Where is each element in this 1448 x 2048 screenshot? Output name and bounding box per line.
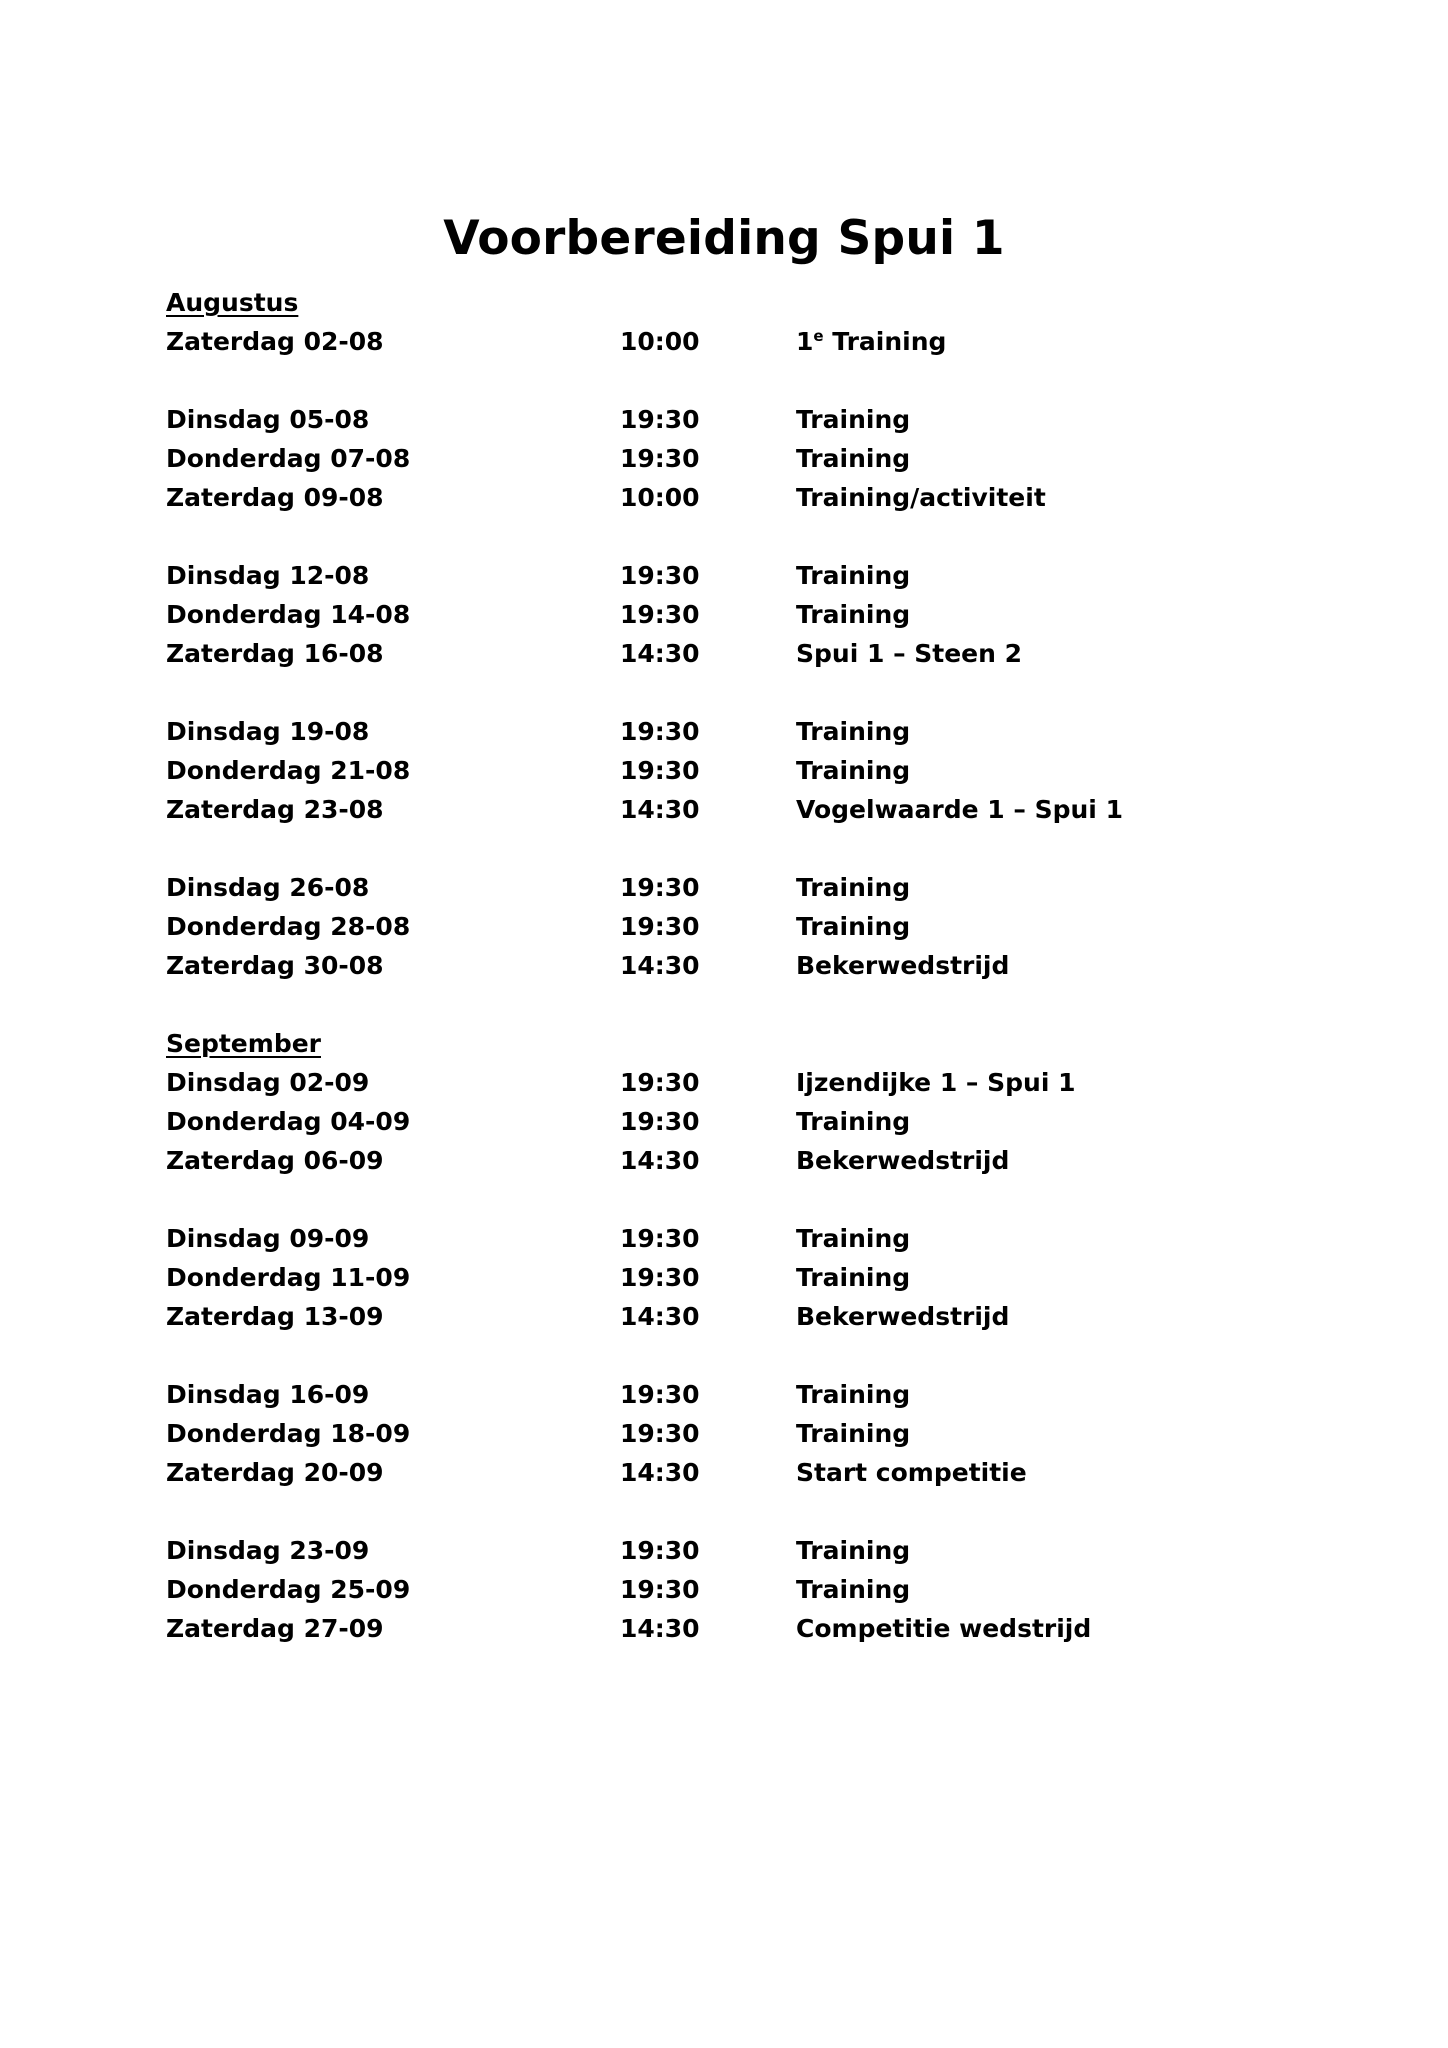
time: 14:30 xyxy=(620,1458,700,1487)
time: 14:30 xyxy=(620,639,700,668)
event: Competitie wedstrijd xyxy=(796,1614,1092,1643)
event: Training xyxy=(796,405,911,434)
schedule-row xyxy=(166,790,1316,829)
day-date: Zaterdag 20-09 xyxy=(166,1458,384,1487)
event: Training xyxy=(796,717,911,746)
time: 19:30 xyxy=(620,600,700,629)
day-date: Zaterdag 23-08 xyxy=(166,795,384,824)
schedule-row xyxy=(166,1219,1316,1258)
time: 19:30 xyxy=(620,1380,700,1409)
day-date: Donderdag 25-09 xyxy=(166,1575,411,1604)
schedule xyxy=(166,283,1316,1648)
spacer xyxy=(166,673,1316,712)
day-date: Dinsdag 02-09 xyxy=(166,1068,370,1097)
day-date: Dinsdag 09-09 xyxy=(166,1224,370,1253)
event: Training xyxy=(796,1263,911,1292)
schedule-row xyxy=(166,439,1316,478)
schedule-row xyxy=(166,478,1316,517)
event: Ijzendijke 1 – Spui 1 xyxy=(796,1068,1076,1097)
schedule-row xyxy=(166,322,1316,361)
event: Spui 1 – Steen 2 xyxy=(796,639,1023,668)
time: 14:30 xyxy=(620,951,700,980)
schedule-row xyxy=(166,1375,1316,1414)
event: Bekerwedstrijd xyxy=(796,1302,1010,1331)
time: 14:30 xyxy=(620,1146,700,1175)
day-date: Dinsdag 12-08 xyxy=(166,561,370,590)
month-heading: Augustus xyxy=(166,288,299,317)
time: 19:30 xyxy=(620,561,700,590)
day-date: Zaterdag 06-09 xyxy=(166,1146,384,1175)
time: 19:30 xyxy=(620,1536,700,1565)
schedule-row xyxy=(166,1297,1316,1336)
day-date: Zaterdag 16-08 xyxy=(166,639,384,668)
day-date: Donderdag 18-09 xyxy=(166,1419,411,1448)
time: 19:30 xyxy=(620,1224,700,1253)
time: 10:00 xyxy=(620,327,700,356)
time: 19:30 xyxy=(620,873,700,902)
schedule-row xyxy=(166,595,1316,634)
schedule-row xyxy=(166,1102,1316,1141)
schedule-row xyxy=(166,556,1316,595)
time: 19:30 xyxy=(620,1068,700,1097)
day-date: Dinsdag 16-09 xyxy=(166,1380,370,1409)
day-date: Donderdag 14-08 xyxy=(166,600,411,629)
day-date: Donderdag 21-08 xyxy=(166,756,411,785)
event: Bekerwedstrijd xyxy=(796,951,1010,980)
month-heading: September xyxy=(166,1029,321,1058)
event: Bekerwedstrijd xyxy=(796,1146,1010,1175)
time: 19:30 xyxy=(620,912,700,941)
day-date: Dinsdag 19-08 xyxy=(166,717,370,746)
event-label: Training xyxy=(823,327,947,356)
time: 19:30 xyxy=(620,405,700,434)
day-date: Dinsdag 26-08 xyxy=(166,873,370,902)
event: Training xyxy=(796,912,911,941)
day-date: Zaterdag 30-08 xyxy=(166,951,384,980)
time: 19:30 xyxy=(620,1419,700,1448)
time: 19:30 xyxy=(620,717,700,746)
day-date: Dinsdag 23-09 xyxy=(166,1536,370,1565)
spacer xyxy=(166,361,1316,400)
schedule-row xyxy=(166,907,1316,946)
spacer xyxy=(166,517,1316,556)
spacer xyxy=(166,985,1316,1024)
schedule-row xyxy=(166,1414,1316,1453)
month-row xyxy=(166,1024,1316,1063)
schedule-row xyxy=(166,946,1316,985)
event: Vogelwaarde 1 – Spui 1 xyxy=(796,795,1123,824)
time: 19:30 xyxy=(620,756,700,785)
schedule-row xyxy=(166,1570,1316,1609)
schedule-row xyxy=(166,712,1316,751)
time: 10:00 xyxy=(620,483,700,512)
event: Training xyxy=(796,873,911,902)
schedule-row xyxy=(166,1258,1316,1297)
event: Training xyxy=(796,600,911,629)
event: Training xyxy=(796,1419,911,1448)
event: Training xyxy=(796,1380,911,1409)
event: Training xyxy=(796,1575,911,1604)
schedule-row xyxy=(166,751,1316,790)
event xyxy=(796,322,946,361)
spacer xyxy=(166,1180,1316,1219)
spacer xyxy=(166,1492,1316,1531)
month-row xyxy=(166,283,1316,322)
time: 19:30 xyxy=(620,1575,700,1604)
schedule-row xyxy=(166,1609,1316,1648)
time: 19:30 xyxy=(620,1107,700,1136)
schedule-row xyxy=(166,1531,1316,1570)
day-date: Zaterdag 13-09 xyxy=(166,1302,384,1331)
schedule-row xyxy=(166,1141,1316,1180)
day-date: Zaterdag 09-08 xyxy=(166,483,384,512)
day-date: Donderdag 04-09 xyxy=(166,1107,411,1136)
spacer xyxy=(166,1336,1316,1375)
schedule-row xyxy=(166,1453,1316,1492)
day-date: Zaterdag 02-08 xyxy=(166,327,384,356)
day-date: Donderdag 07-08 xyxy=(166,444,411,473)
time: 14:30 xyxy=(620,795,700,824)
time: 19:30 xyxy=(620,1263,700,1292)
event: Training xyxy=(796,1536,911,1565)
event: Start competitie xyxy=(796,1458,1027,1487)
event: Training xyxy=(796,561,911,590)
time: 19:30 xyxy=(620,444,700,473)
day-date: Donderdag 28-08 xyxy=(166,912,411,941)
event: Training xyxy=(796,756,911,785)
event: Training xyxy=(796,1224,911,1253)
schedule-row xyxy=(166,634,1316,673)
time: 14:30 xyxy=(620,1614,700,1643)
event-superscript: e xyxy=(813,327,824,345)
event-number: 1 xyxy=(796,327,814,356)
day-date: Donderdag 11-09 xyxy=(166,1263,411,1292)
day-date: Dinsdag 05-08 xyxy=(166,405,370,434)
page-title: Voorbereiding Spui 1 xyxy=(443,211,1005,267)
event: Training/activiteit xyxy=(796,483,1046,512)
event: Training xyxy=(796,444,911,473)
schedule-row xyxy=(166,868,1316,907)
time: 14:30 xyxy=(620,1302,700,1331)
schedule-row xyxy=(166,1063,1316,1102)
schedule-row xyxy=(166,400,1316,439)
day-date: Zaterdag 27-09 xyxy=(166,1614,384,1643)
event: Training xyxy=(796,1107,911,1136)
spacer xyxy=(166,829,1316,868)
